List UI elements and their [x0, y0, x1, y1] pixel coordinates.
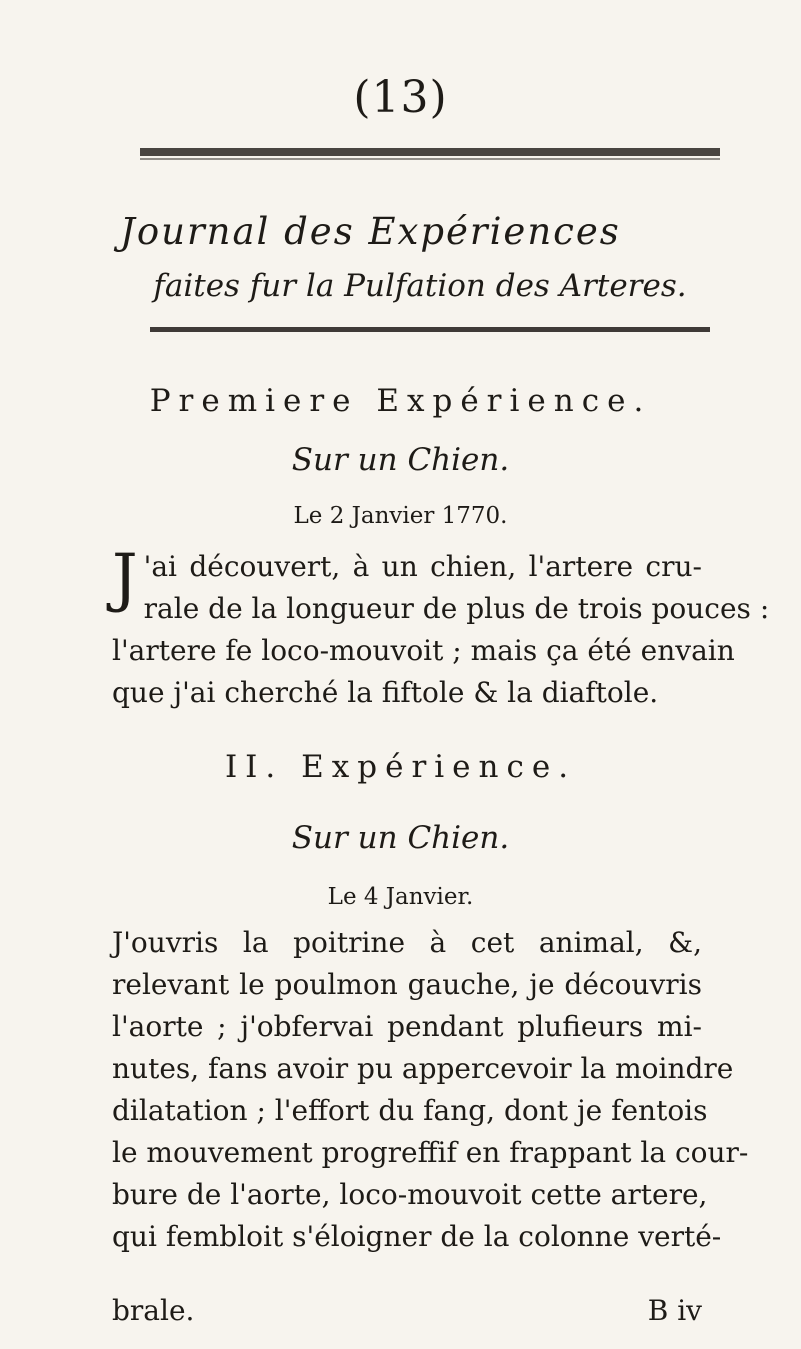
text-line: 'ai découvert, à un chien, l'artere cru-: [143, 550, 702, 583]
experience-1-date: Le 2 Janvier 1770.: [293, 503, 508, 529]
experience-1-text: [112, 541, 770, 714]
text-line: le mouvement progreffif en frappant la cour-: [112, 1136, 749, 1169]
journal-title: Journal des Expériences: [120, 210, 621, 253]
section-rule: [150, 327, 710, 332]
text-line: J'ouvris la poitrine à cet animal, &,: [112, 926, 702, 959]
page-number: (13): [353, 72, 448, 123]
text-line: rale de la longueur de plus de trois pouces :: [143, 592, 770, 625]
text-line: bure de l'aorte, loco-mouvoit cette artere,: [112, 1178, 708, 1211]
last-line: [112, 1294, 702, 1327]
text-line: brale.: [112, 1294, 195, 1327]
signature-mark: B iv: [647, 1294, 702, 1327]
drop-cap: J: [112, 541, 138, 615]
text-line: relevant le poulmon gauche, je découvris: [112, 968, 702, 1001]
experience-2-date: Le 4 Janvier.: [327, 884, 474, 910]
experience-2-heading: II. Expérience.: [224, 749, 577, 785]
experience-1-subject: Sur un Chien.: [291, 442, 510, 478]
experience-1-heading: Premiere Expérience.: [149, 383, 652, 419]
text-line: qui fembloit s'éloigner de la colonne verté-: [112, 1220, 722, 1253]
header-rule-thin: [140, 158, 720, 160]
text-line: l'artere fe loco-mouvoit ; mais ça été envain: [112, 634, 735, 667]
header-rule: [140, 148, 720, 156]
journal-subtitle: faites fur la Pulfation des Arteres.: [153, 268, 687, 304]
experience-2-subject: Sur un Chien.: [291, 820, 510, 856]
experience-2-text: [112, 922, 749, 1258]
text-line: nutes, fans avoir pu appercevoir la moindre: [112, 1052, 734, 1085]
text-line: dilatation ; l'effort du fang, dont je fentois: [112, 1094, 708, 1127]
text-line: l'aorte ; j'obfervai pendant plufieurs mi-: [112, 1010, 702, 1043]
text-line: que j'ai cherché la fiftole & la diaftole.: [112, 676, 659, 709]
